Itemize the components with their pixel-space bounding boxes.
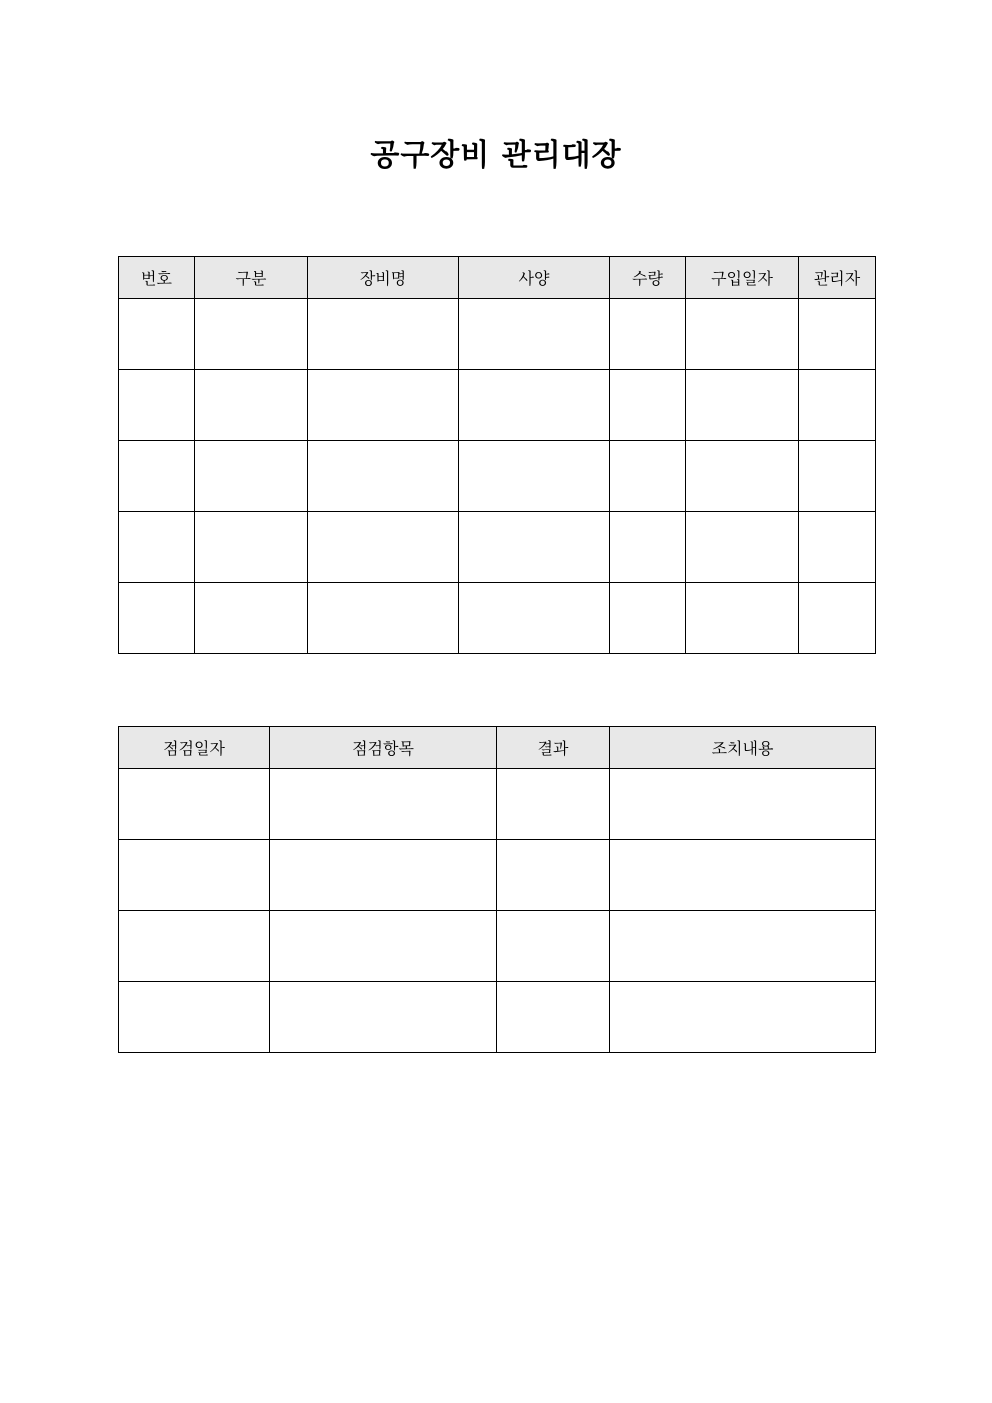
- table-row: [119, 512, 876, 583]
- table-cell[interactable]: [195, 299, 308, 370]
- header-category: 구분: [195, 257, 308, 299]
- header-number: 번호: [119, 257, 195, 299]
- table-cell[interactable]: [686, 370, 799, 441]
- table-cell[interactable]: [119, 370, 195, 441]
- table-cell[interactable]: [195, 512, 308, 583]
- table-cell[interactable]: [459, 512, 610, 583]
- table-cell[interactable]: [459, 370, 610, 441]
- table-cell[interactable]: [119, 840, 270, 911]
- table-cell[interactable]: [119, 441, 195, 512]
- table-cell[interactable]: [119, 512, 195, 583]
- table-cell[interactable]: [459, 299, 610, 370]
- table-cell[interactable]: [270, 911, 497, 982]
- table-cell[interactable]: [610, 769, 876, 840]
- table-row: [119, 441, 876, 512]
- table-cell[interactable]: [195, 370, 308, 441]
- table-cell[interactable]: [270, 840, 497, 911]
- table-cell[interactable]: [270, 769, 497, 840]
- table-cell[interactable]: [610, 512, 686, 583]
- table-cell[interactable]: [686, 441, 799, 512]
- table-cell[interactable]: [610, 370, 686, 441]
- table-cell[interactable]: [686, 512, 799, 583]
- header-inspection-item: 점검항목: [270, 727, 497, 769]
- table-cell[interactable]: [497, 840, 610, 911]
- header-manager: 관리자: [799, 257, 876, 299]
- table-cell[interactable]: [308, 512, 459, 583]
- table-cell[interactable]: [610, 441, 686, 512]
- table-cell[interactable]: [459, 441, 610, 512]
- page-title: 공구장비 관리대장: [370, 138, 622, 173]
- table-cell[interactable]: [686, 299, 799, 370]
- header-specification: 사양: [459, 257, 610, 299]
- table-cell[interactable]: [610, 982, 876, 1053]
- table-cell[interactable]: [195, 583, 308, 654]
- table-cell[interactable]: [610, 299, 686, 370]
- inspection-table: [118, 726, 876, 1053]
- table-cell[interactable]: [799, 512, 876, 583]
- table-cell[interactable]: [610, 911, 876, 982]
- header-quantity: 수량: [610, 257, 686, 299]
- table-row: [119, 583, 876, 654]
- table-cell[interactable]: [308, 299, 459, 370]
- table-row: [119, 840, 876, 911]
- table-cell[interactable]: [119, 583, 195, 654]
- table-cell[interactable]: [686, 583, 799, 654]
- table-cell[interactable]: [459, 583, 610, 654]
- table-cell[interactable]: [195, 441, 308, 512]
- table-cell[interactable]: [497, 769, 610, 840]
- inspection-header-row: [119, 727, 876, 769]
- equipment-table: [118, 256, 876, 654]
- header-inspection-date: 점검일자: [119, 727, 270, 769]
- table-cell[interactable]: [610, 840, 876, 911]
- table-row: [119, 769, 876, 840]
- equipment-header-row: [119, 257, 876, 299]
- table-cell[interactable]: [308, 370, 459, 441]
- table-cell[interactable]: [270, 982, 497, 1053]
- table-cell[interactable]: [308, 441, 459, 512]
- table-cell[interactable]: [119, 299, 195, 370]
- header-result: 결과: [497, 727, 610, 769]
- table-cell[interactable]: [610, 583, 686, 654]
- table-cell[interactable]: [799, 370, 876, 441]
- table-cell[interactable]: [799, 299, 876, 370]
- table-cell[interactable]: [497, 911, 610, 982]
- table-row: [119, 911, 876, 982]
- header-action-taken: 조치내용: [610, 727, 876, 769]
- table-cell[interactable]: [497, 982, 610, 1053]
- table-cell[interactable]: [119, 769, 270, 840]
- table-row: [119, 299, 876, 370]
- table-cell[interactable]: [308, 583, 459, 654]
- table-cell[interactable]: [119, 911, 270, 982]
- table-cell[interactable]: [799, 441, 876, 512]
- header-purchase-date: 구입일자: [686, 257, 799, 299]
- table-cell[interactable]: [119, 982, 270, 1053]
- table-cell[interactable]: [799, 583, 876, 654]
- header-equipment-name: 장비명: [308, 257, 459, 299]
- table-row: [119, 982, 876, 1053]
- table-row: [119, 370, 876, 441]
